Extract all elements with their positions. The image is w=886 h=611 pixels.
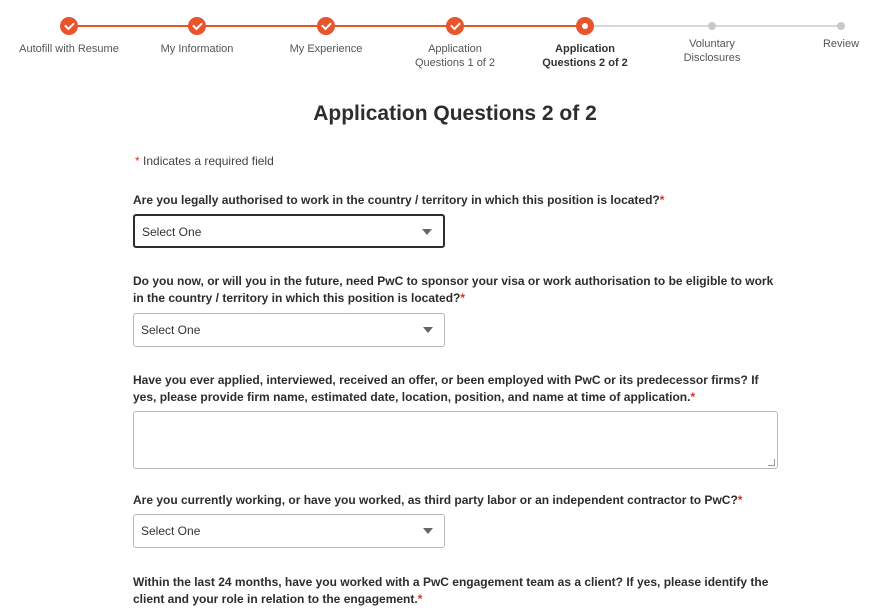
step-upcoming-icon: [837, 22, 845, 30]
prior-pwc-employment-textarea[interactable]: [133, 411, 778, 469]
work-authorisation-select[interactable]: [133, 214, 445, 248]
question-third-party-labor: [133, 492, 783, 509]
question-prior-pwc-employment: [133, 372, 783, 406]
step-voluntary-disclosures: [647, 17, 777, 65]
third-party-labor-select[interactable]: [133, 514, 445, 548]
page-title: Application Questions 2 of 2: [313, 102, 597, 125]
step-label: Autofill with Resume: [19, 43, 119, 55]
step-completed-icon: [317, 17, 335, 35]
step-application-questions-2: [520, 17, 650, 70]
step-review: [776, 17, 886, 51]
required-asterisk: *: [659, 193, 665, 207]
required-field-note: [135, 154, 274, 168]
question-work-authorisation: [133, 192, 783, 209]
step-my-experience[interactable]: [261, 17, 391, 56]
step-current-icon: [576, 17, 594, 35]
step-upcoming-icon: [708, 22, 716, 30]
question-text: Are you currently working, or have you worked, as third party labor or an independent contractor to PwC?: [133, 493, 738, 507]
step-application-questions-1[interactable]: [390, 17, 520, 70]
visa-sponsorship-select[interactable]: [133, 313, 445, 347]
select-value: Select One: [141, 524, 201, 538]
step-label: My Information: [160, 43, 234, 55]
question-pwc-client-engagement: [133, 574, 783, 608]
required-note-text: Indicates a required field: [143, 154, 274, 168]
required-asterisk: *: [690, 390, 696, 404]
required-asterisk: *: [135, 154, 140, 168]
step-completed-icon: [446, 17, 464, 35]
question-text: Are you legally authorised to work in the country / territory in which this position is located?: [133, 193, 660, 207]
question-visa-sponsorship: [133, 273, 783, 307]
step-autofill-with-resume[interactable]: [4, 17, 134, 56]
caret-down-icon: [423, 327, 433, 333]
required-asterisk: *: [417, 592, 423, 606]
step-label: Voluntary Disclosures: [683, 38, 741, 64]
question-text: Do you now, or will you in the future, need PwC to sponsor your visa or work authorisation to be eligible to work in the country / territory in which this position is located?: [133, 274, 774, 305]
step-my-information[interactable]: [132, 17, 262, 56]
required-asterisk: *: [460, 291, 466, 305]
step-label: Application Questions 1 of 2: [414, 43, 496, 69]
step-completed-icon: [60, 17, 78, 35]
step-label: Application Questions 2 of 2: [542, 43, 628, 69]
caret-down-icon: [422, 229, 432, 235]
question-text: Within the last 24 months, have you worked with a PwC engagement team as a client? If yes, please identify the client and your role in relation to the engagement.: [133, 575, 769, 606]
resize-handle-icon[interactable]: [768, 459, 775, 466]
progress-stepper: [0, 0, 886, 80]
caret-down-icon: [423, 528, 433, 534]
required-asterisk: *: [737, 493, 743, 507]
question-text: Have you ever applied, interviewed, received an offer, or been employed with PwC or its predecessor firms? If yes, please provide firm name, estimated date, location, position, and name at time of application.: [133, 373, 759, 404]
select-value: Select One: [141, 323, 201, 337]
step-label: Review: [822, 38, 860, 50]
step-completed-icon: [188, 17, 206, 35]
step-label: My Experience: [289, 43, 363, 55]
select-value: Select One: [142, 225, 202, 239]
